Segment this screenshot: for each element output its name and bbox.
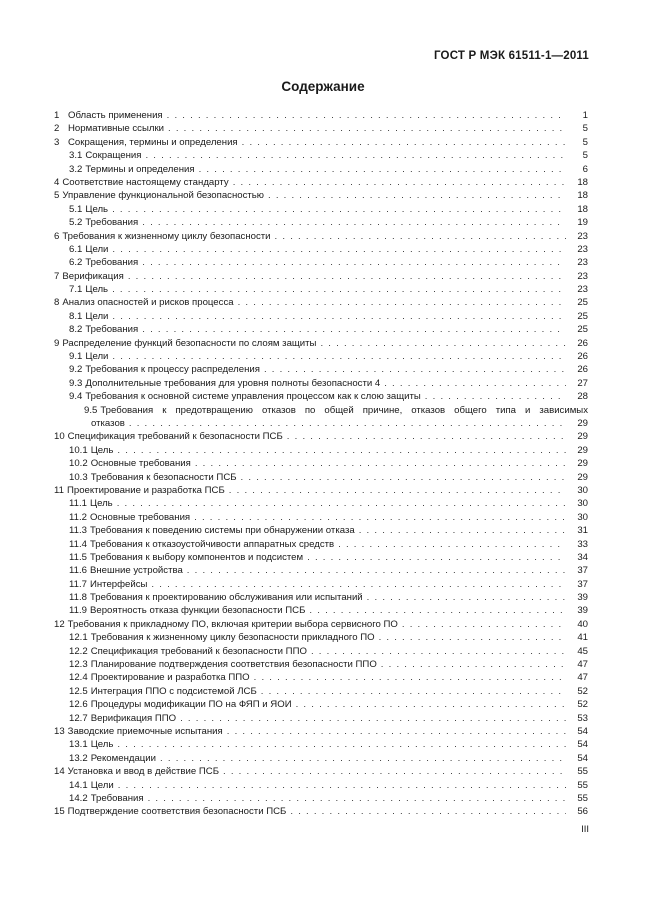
- toc-entry-label: Цель: [85, 203, 109, 215]
- toc-entry-number: 14.1: [69, 779, 88, 791]
- toc-entry-label: Цель: [85, 284, 109, 296]
- toc-entry[interactable]: [54, 725, 588, 738]
- toc-leader-dots: [199, 163, 566, 176]
- toc-entry-number: 11: [54, 484, 64, 496]
- toc-entry-page: 53: [577, 712, 588, 724]
- toc-leader-dots: [195, 457, 566, 470]
- toc-leader-dots: [167, 109, 566, 122]
- toc-entry-number: 11.5: [69, 551, 87, 563]
- toc-entry-page: 55: [577, 779, 588, 791]
- toc-entry[interactable]: [54, 430, 588, 443]
- toc-entry-page: 18: [577, 190, 588, 202]
- toc-entry[interactable]: [54, 149, 588, 162]
- toc-leader-dots: [233, 176, 566, 189]
- toc-entry[interactable]: [54, 310, 588, 323]
- toc-entry-page: 5: [582, 150, 588, 162]
- toc-entry-label: Требования: [90, 792, 144, 804]
- toc-entry-number: 10.3: [69, 471, 88, 483]
- toc-entry-number: 11.8: [69, 592, 87, 604]
- toc-entry-page: 47: [577, 672, 588, 684]
- toc-leader-dots: [142, 323, 566, 336]
- toc-entry[interactable]: [54, 551, 588, 564]
- toc-entry-number: 7.1: [69, 284, 83, 296]
- toc-entry[interactable]: [54, 471, 588, 484]
- toc-entry-label: Требования: [85, 217, 139, 229]
- toc-entry-page: 25: [577, 324, 588, 336]
- toc-entry-number: 14.2: [69, 792, 88, 804]
- toc-entry-number: 7: [54, 270, 60, 282]
- toc-entry-number: 11.7: [69, 578, 87, 590]
- toc-entry-number: 11.9: [69, 605, 87, 617]
- toc-entry[interactable]: [54, 337, 588, 350]
- toc-entry-page: 54: [577, 725, 588, 737]
- toc-entry-number: 10.2: [69, 458, 88, 470]
- toc-entry-page: 33: [577, 538, 588, 550]
- toc-entry[interactable]: [54, 109, 588, 122]
- toc-entry[interactable]: [54, 230, 588, 243]
- toc-entry-label: Подтверждение соответствия безопасности ПСБ: [67, 806, 287, 818]
- toc-entry[interactable]: [54, 511, 588, 524]
- toc-leader-dots: [168, 122, 566, 135]
- toc-entry-number: 8.2: [69, 324, 83, 336]
- toc-entry-number: 11.3: [69, 525, 87, 537]
- toc-leader-dots: [145, 149, 566, 162]
- toc-entry-number: 12.1: [69, 632, 88, 644]
- toc-entry-page: 23: [577, 230, 588, 242]
- toc-entry[interactable]: [54, 805, 588, 818]
- toc-entry-label: Сокращения: [85, 150, 142, 162]
- toc-leader-dots: [287, 430, 566, 443]
- toc-entry-page: 41: [577, 632, 588, 644]
- toc-entry-page: 30: [577, 498, 588, 510]
- toc-entry-number: 14: [54, 766, 65, 778]
- toc-entry-label: Требования к жизненному циклу безопасности: [62, 230, 271, 242]
- toc-entry-number: 5.2: [69, 217, 83, 229]
- toc-entry[interactable]: [54, 685, 588, 698]
- toc-entry-number: 9.3: [69, 377, 83, 389]
- toc-entry-page: 29: [577, 431, 588, 443]
- toc-entry-number: 6.2: [69, 257, 83, 269]
- toc-entry-label-continued: отказов: [91, 418, 125, 429]
- toc-entry[interactable]: [54, 256, 588, 269]
- toc-leader-dots: [307, 551, 566, 564]
- toc-entry-number: 13.1: [69, 739, 88, 751]
- toc-entry[interactable]: [54, 618, 588, 631]
- toc-entry[interactable]: [54, 765, 588, 778]
- toc-entry-label: Соответствие настоящему стандарту: [62, 176, 229, 188]
- toc-entry-label: Планирование подтверждения соответствия безопасности ППО: [90, 659, 377, 671]
- toc-entry-page: 29: [577, 418, 588, 429]
- toc-entry-label: Управление функциональной безопасностью: [62, 190, 264, 202]
- toc-leader-dots: [311, 645, 566, 658]
- toc-entry-number: 11.2: [69, 511, 87, 523]
- toc-entry-number: 8.1: [69, 310, 83, 322]
- toc-entry-number: 12.2: [69, 645, 88, 657]
- toc-entry[interactable]: [54, 216, 588, 229]
- toc-leader-dots: [241, 471, 566, 484]
- toc-leader-dots: [227, 725, 566, 738]
- toc-entry-label: Рекомендации: [90, 752, 157, 764]
- toc-leader-dots: [151, 578, 566, 591]
- toc-entry-page: 26: [577, 337, 588, 349]
- toc-leader-dots: [320, 337, 566, 350]
- toc-entry-page: 29: [577, 458, 588, 470]
- toc-entry[interactable]: [54, 738, 588, 751]
- toc-entry-number: 2: [54, 123, 60, 135]
- toc-entry-number: 4: [54, 176, 60, 188]
- toc-entry-number: 9: [54, 337, 60, 349]
- toc-entry-number: 9.4: [69, 391, 83, 403]
- toc-entry-label: Верификация: [62, 270, 124, 282]
- toc-entry[interactable]: [54, 658, 588, 671]
- toc-leader-dots: [117, 738, 566, 751]
- toc-entry-page: 23: [577, 257, 588, 269]
- toc-entry-label: Цели: [85, 243, 109, 255]
- toc-entry-page: 29: [577, 444, 588, 456]
- toc-title: Содержание: [281, 79, 365, 94]
- toc-entry[interactable]: [54, 484, 588, 497]
- toc-leader-dots: [242, 136, 566, 149]
- toc-entry-page: 55: [577, 766, 588, 778]
- toc-leader-dots: [112, 350, 566, 363]
- toc-entry-page: 1: [582, 109, 588, 121]
- toc-entry[interactable]: [54, 524, 588, 537]
- toc-leader-dots: [425, 390, 566, 403]
- toc-leader-dots: [367, 591, 566, 604]
- toc-entry-page: 30: [577, 511, 588, 523]
- toc-entry-label: Интеграция ППО с подсистемой ЛСБ: [90, 685, 257, 697]
- toc-entry[interactable]: [54, 390, 588, 403]
- toc-entry[interactable]: [54, 404, 588, 431]
- toc-entry-page: 54: [577, 752, 588, 764]
- toc-entry-label: Требования к процессу распределения: [85, 364, 260, 376]
- toc-leader-dots: [160, 752, 566, 765]
- toc-entry-page: 28: [577, 391, 588, 403]
- toc-leader-dots: [112, 283, 566, 296]
- toc-leader-dots: [268, 189, 566, 202]
- toc-entry-label: Требования к прикладному ПО, включая критерии выбора сервисного ПО: [67, 618, 398, 630]
- toc-entry-label: Требования к поведению системы при обнаружении отказа: [89, 525, 355, 537]
- toc-entry-label: Требования к предотвращению отказов по общей причине, отказов общего типа и зависимых: [100, 404, 588, 416]
- toc-leader-dots: [275, 230, 566, 243]
- toc-entry[interactable]: [54, 578, 588, 591]
- toc-entry-label: Цели: [85, 310, 109, 322]
- toc-entry-number: 13.2: [69, 752, 88, 764]
- toc-entry[interactable]: [54, 163, 588, 176]
- toc-entry[interactable]: [54, 283, 588, 296]
- toc-entry-number: 3: [54, 136, 60, 148]
- toc-entry[interactable]: [54, 698, 588, 711]
- toc-entry-label: Требования: [85, 257, 139, 269]
- toc-entry[interactable]: [54, 189, 588, 202]
- toc-entry-page: 56: [577, 806, 588, 818]
- toc-leader-dots: [381, 658, 566, 671]
- toc-entry[interactable]: [54, 323, 588, 336]
- toc-leader-dots: [238, 296, 566, 309]
- toc-entry-page: 47: [577, 659, 588, 671]
- toc-entry-page: 37: [577, 578, 588, 590]
- toc-entry-label: Спецификация требований к безопасности ПСБ: [67, 431, 283, 443]
- toc-entry-number: 1: [54, 109, 60, 121]
- toc-entry-number: 6: [54, 230, 60, 242]
- toc-leader-dots: [254, 671, 566, 684]
- toc-leader-dots: [142, 216, 566, 229]
- toc-entry-page: 5: [582, 136, 588, 148]
- toc-entry-label: Термины и определения: [85, 163, 195, 175]
- toc-leader-dots: [112, 310, 566, 323]
- toc-leader-dots: [117, 497, 566, 510]
- toc-entry[interactable]: [54, 591, 588, 604]
- toc-entry[interactable]: [54, 377, 588, 390]
- toc-leader-dots: [290, 805, 566, 818]
- toc-entry-number: 3.1: [69, 150, 83, 162]
- toc-entry-label: Требования к основной системе управления процессом как к слою защиты: [85, 391, 421, 403]
- toc-entry-label: Цели: [90, 779, 114, 791]
- toc-leader-dots: [402, 618, 566, 631]
- toc-entry-number: 10: [54, 431, 65, 443]
- toc-entry-number: 8: [54, 297, 60, 309]
- toc-entry-label: Требования к отказоустойчивости аппаратных средств: [89, 538, 335, 550]
- toc-leader-dots: [112, 203, 566, 216]
- toc-leader-dots: [148, 792, 566, 805]
- toc-entry[interactable]: [54, 631, 588, 644]
- toc-leader-dots: [180, 712, 566, 725]
- toc-entry-page: 19: [577, 217, 588, 229]
- toc-entry-label: Нормативные ссылки: [68, 123, 165, 135]
- toc-entry-label: Требования к жизненному циклу безопасности прикладного ПО: [90, 632, 375, 644]
- toc-entry-label: Процедуры модификации ПО на ФЯП и ЯОИ: [90, 699, 292, 711]
- toc-entry-label: Основные требования: [89, 511, 191, 523]
- toc-entry[interactable]: [54, 203, 588, 216]
- toc-entry[interactable]: [54, 363, 588, 376]
- toc-entry[interactable]: [54, 645, 588, 658]
- toc-leader-dots: [223, 765, 566, 778]
- toc-entry-number: 6.1: [69, 243, 83, 255]
- toc-entry-number: 10.1: [69, 444, 88, 456]
- toc-entry-label: Требования к безопасности ПСБ: [90, 471, 237, 483]
- toc-leader-dots: [194, 511, 566, 524]
- toc-entry-page: 27: [577, 377, 588, 389]
- toc-leader-dots: [264, 363, 566, 376]
- toc-entry-label: Заводские приемочные испытания: [67, 725, 223, 737]
- toc-entry-page: 55: [577, 792, 588, 804]
- toc-entry-label: Цель: [90, 739, 114, 751]
- toc-entry-label: Цель: [90, 444, 114, 456]
- toc-entry-number: 12.5: [69, 685, 88, 697]
- toc-entry-label: Основные требования: [90, 458, 191, 470]
- toc-entry-number: 9.5: [84, 404, 98, 416]
- toc-entry-label: Верификация ППО: [90, 712, 177, 724]
- toc-leader-dots: [229, 484, 566, 497]
- toc-entry-number: 12.7: [69, 712, 88, 724]
- toc-leader-dots: [384, 377, 566, 390]
- toc-entry-label: Проектирование и разработка ПСБ: [66, 484, 225, 496]
- toc-entry-page: 29: [577, 471, 588, 483]
- toc-entry-label: Внешние устройства: [89, 565, 183, 577]
- toc-entry-page: 26: [577, 351, 588, 363]
- toc-entry-page: 54: [577, 739, 588, 751]
- toc-entry-label: Цель: [89, 498, 113, 510]
- toc-entry-page: 23: [577, 270, 588, 282]
- toc-entry[interactable]: [54, 792, 588, 805]
- toc-entry[interactable]: [54, 671, 588, 684]
- toc-entry[interactable]: [54, 712, 588, 725]
- toc-entry-label: Установка и ввод в действие ПСБ: [67, 766, 220, 778]
- toc-entry-label: Требования к проектированию обслуживания или испытаний: [89, 592, 363, 604]
- toc-leader-dots: [142, 256, 566, 269]
- toc-entry-page: 40: [577, 618, 588, 630]
- toc-entry-page: 45: [577, 645, 588, 657]
- toc-leader-dots: [338, 538, 566, 551]
- toc-entry-page: 23: [577, 284, 588, 296]
- toc-entry-page: 25: [577, 297, 588, 309]
- toc-entry-page: 52: [577, 699, 588, 711]
- toc-entry-page: 39: [577, 605, 588, 617]
- toc-entry-number: 11.6: [69, 565, 87, 577]
- toc-entry-page: 34: [577, 551, 588, 563]
- toc-entry-page: 6: [582, 163, 588, 175]
- toc-entry-label: Распределение функций безопасности по слоям защиты: [62, 337, 317, 349]
- toc-entry-number: 12: [54, 618, 65, 630]
- toc-entry-page: 18: [577, 176, 588, 188]
- toc-leader-dots: [379, 631, 566, 644]
- toc-entry-page: 23: [577, 243, 588, 255]
- toc-entry-label: Требования: [85, 324, 139, 336]
- toc-entry[interactable]: [54, 604, 588, 617]
- toc-leader-dots: [112, 243, 566, 256]
- toc-entry[interactable]: [54, 564, 588, 577]
- toc-entry-label: Вероятность отказа функции безопасности ПСБ: [89, 605, 306, 617]
- toc-entry[interactable]: [54, 497, 588, 510]
- toc-entry[interactable]: [54, 752, 588, 765]
- toc-entry-label: Анализ опасностей и рисков процесса: [62, 297, 234, 309]
- toc-entry[interactable]: [54, 176, 588, 189]
- toc-entry-page: 52: [577, 685, 588, 697]
- toc-entry-number: 9.1: [69, 351, 83, 363]
- toc-entry[interactable]: [54, 122, 588, 135]
- toc-entry-number: 15: [54, 806, 65, 818]
- toc-entry-page: 5: [582, 123, 588, 135]
- toc-entry-label: Проектирование и разработка ППО: [90, 672, 250, 684]
- toc-leader-dots: [117, 444, 566, 457]
- toc-leader-dots: [187, 564, 566, 577]
- toc-entry-number: 5: [54, 190, 60, 202]
- toc-entry[interactable]: [54, 296, 588, 309]
- toc-entry-page: 37: [577, 565, 588, 577]
- toc-leader-dots: [118, 779, 566, 792]
- toc-entry-label: Сокращения, термины и определения: [68, 136, 238, 148]
- toc-leader-dots: [296, 698, 566, 711]
- page-number: III: [581, 824, 589, 835]
- toc-entry[interactable]: [54, 444, 588, 457]
- toc-entry-label: Область применения: [68, 109, 163, 121]
- toc-entry-number: 12.6: [69, 699, 88, 711]
- table-of-contents: [54, 109, 588, 819]
- toc-entry-number: 9.2: [69, 364, 83, 376]
- toc-entry-page: 26: [577, 364, 588, 376]
- toc-entry-number: 12.4: [69, 672, 88, 684]
- toc-entry[interactable]: [54, 136, 588, 149]
- toc-entry[interactable]: [54, 779, 588, 792]
- toc-entry-number: 12.3: [69, 659, 88, 671]
- toc-entry-label: Интерфейсы: [89, 578, 148, 590]
- toc-leader-dots: [309, 604, 566, 617]
- toc-entry-number: 13: [54, 725, 65, 737]
- toc-entry[interactable]: [54, 243, 588, 256]
- toc-entry-page: 39: [577, 592, 588, 604]
- toc-entry-page: 31: [577, 525, 588, 537]
- toc-entry-label: Требования к выбору компонентов и подсистем: [89, 551, 304, 563]
- standard-code: ГОСТ Р МЭК 61511-1—2011: [433, 50, 589, 62]
- toc-entry[interactable]: [54, 350, 588, 363]
- toc-entry[interactable]: [54, 457, 588, 470]
- toc-leader-dots: [261, 685, 566, 698]
- toc-entry-number: 11.1: [69, 498, 87, 510]
- toc-entry-number: 11.4: [69, 538, 87, 550]
- toc-entry-label: Дополнительные требования для уровня полноты безопасности 4: [85, 377, 381, 389]
- toc-entry-label: Спецификация требований к безопасности ППО: [90, 645, 307, 657]
- toc-entry-page: 25: [577, 310, 588, 322]
- toc-leader-dots: [129, 417, 566, 430]
- toc-entry-page: 18: [577, 203, 588, 215]
- toc-entry-label: Цели: [85, 351, 109, 363]
- toc-leader-dots: [359, 524, 566, 537]
- toc-entry-page: 30: [577, 484, 588, 496]
- toc-entry-number: 3.2: [69, 163, 83, 175]
- toc-entry[interactable]: [54, 270, 588, 283]
- toc-entry-number: 5.1: [69, 203, 83, 215]
- toc-entry[interactable]: [54, 538, 588, 551]
- toc-leader-dots: [128, 270, 566, 283]
